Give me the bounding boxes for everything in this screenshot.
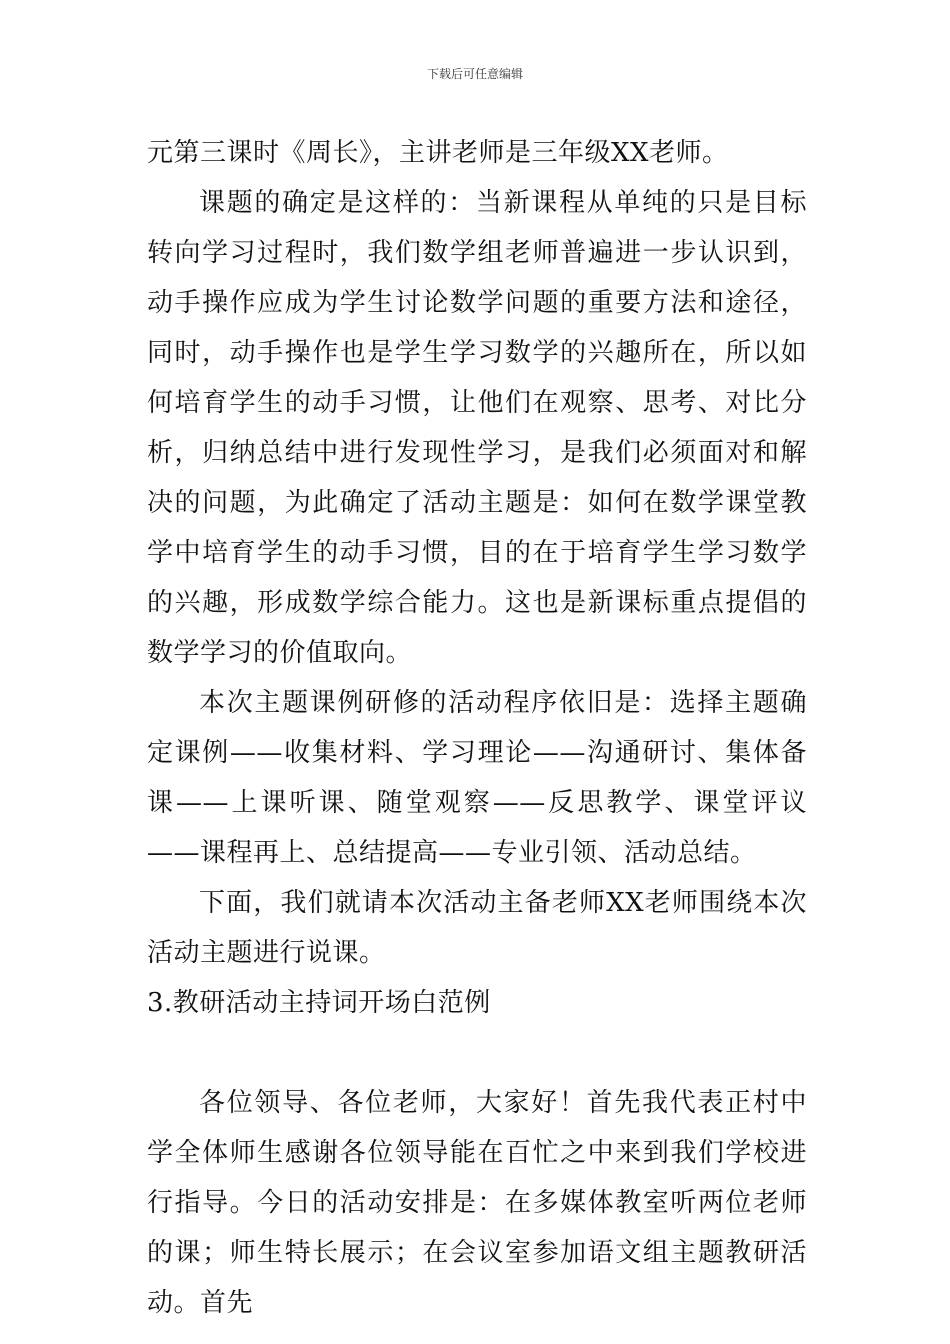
section-heading: 3.教研活动主持词开场白范例 — [147, 988, 491, 1018]
paragraph-activity-procedure: 本次主题课例研修的活动程序依旧是：选择主题确定课例——收集材料、学习理论——沟通研讨、集体备课——上课听课、随堂观察——反思教学、课堂评议——课程再上、总结提高——专业引领、活动总结。 — [147, 688, 807, 868]
blank-line — [147, 1028, 807, 1078]
document-body — [147, 128, 807, 1328]
paragraph-invite-speaker: 下面，我们就请本次活动主备老师XX老师围绕本次活动主题进行说课。 — [147, 888, 807, 968]
paragraph-topic-rationale: 课题的确定是这样的：当新课程从单纯的只是目标转向学习过程时，我们数学组老师普遍进一步认识到，动手操作应成为学生讨论数学问题的重要方法和途径，同时，动手操作也是学生学习数学的兴趣所在，所以如何培育学生的动手习惯，让他们在观察、思考、对比分析，归纳总结中进行发现性学习，是我们必须面对和解决的问题，为此确定了活动主题是：如何在数学课堂教学中培育学生的动手习惯，目的在于培育学生学习数学的兴趣，形成数学综合能力。这也是新课标重点提倡的数学学习的价值取向。 — [147, 188, 807, 668]
paragraph-opening-remarks: 各位领导、各位老师，大家好！首先我代表正村中学全体师生感谢各位领导能在百忙之中来到我们学校进行指导。今日的活动安排是：在多媒体教室听两位老师的课；师生特长展示；在会议室参加语文组主题教研活动。首先 — [147, 1088, 807, 1318]
header-note: 下载后可任意编辑 — [426, 67, 523, 81]
paragraph-continuation: 元第三课时《周长》，主讲老师是三年级XX老师。 — [147, 138, 729, 168]
